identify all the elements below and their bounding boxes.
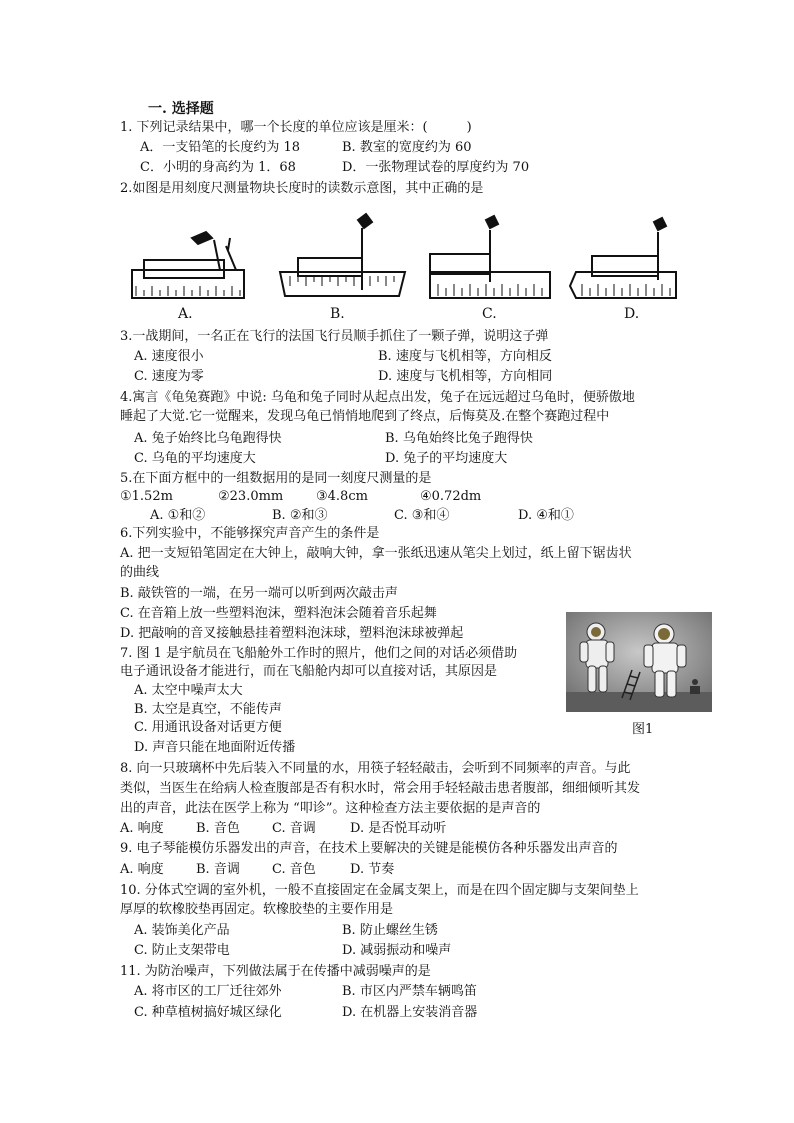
q8-option-d: D. 是否悦耳动听 — [350, 821, 447, 836]
q11-stem: 11. 为防治噪声，下列做法属于在传播中减弱噪声的是 — [120, 964, 431, 979]
q4-option-b: B. 乌龟始终比兔子跑得快 — [385, 431, 533, 446]
q3-option-c: C. 速度为零 — [134, 369, 204, 384]
ruler-a — [132, 232, 244, 298]
q8-stem-line2: 类似，当医生在给病人检查腹部是否有积水时，常会用手轻轻敲击患者腹部，细细倾听其发 — [120, 781, 641, 796]
q9-option-d: D. 节奏 — [350, 862, 395, 877]
q10-option-d: D. 减弱振动和噪声 — [342, 943, 452, 958]
q6-option-c: C. 在音箱上放一些塑料泡沫，塑料泡沫会随着音乐起舞 — [120, 606, 437, 621]
q7-option-b: B. 太空是真空，不能传声 — [134, 702, 282, 717]
q8-stem-line3: 出的声音，此法在医学上称为 “叩诊”。这种检查方法主要依据的是声音的 — [120, 801, 541, 816]
q5-option-b: B. ②和③ — [272, 508, 328, 523]
q5-data-1: ①1.52m — [120, 489, 173, 504]
q5-option-d: D. ④和① — [518, 508, 574, 523]
ruler-c — [430, 216, 550, 298]
q10-stem-line1: 10. 分体式空调的室外机，一般不直接固定在金属支架上，而是在四个固定脚与支架间垫上 — [120, 883, 639, 898]
q1-stem: 1. 下列记录结果中，哪一个长度的单位应该是厘米：( ) — [120, 120, 472, 135]
q10-stem-line2: 厚厚的软橡胶垫再固定。软橡胶垫的主要作用是 — [120, 902, 394, 917]
astronaut-photo — [566, 612, 712, 712]
q7-stem-line2: 电子通讯设备才能进行，而在飞船舱内却可以直接对话，其原因是 — [120, 664, 498, 679]
q6-option-a-line1: A. 把一支短铅笔固定在大钟上，敲响大钟，拿一张纸迅速从笔尖上划过，纸上留下锯齿状 — [120, 546, 632, 561]
q3-stem: 3.一战期间，一名正在飞行的法国飞行员顺手抓住了一颗子弹，说明这子弹 — [120, 329, 549, 344]
astronaut-illustration — [566, 612, 712, 712]
q5-data-4: ④0.72dm — [420, 489, 482, 504]
q5-option-c: C. ③和④ — [394, 508, 450, 523]
q1-option-a: A．一支铅笔的长度约为 18 — [140, 140, 301, 155]
q10-option-b: B. 防止螺丝生锈 — [342, 923, 438, 938]
q11-option-d: D. 在机器上安装消音器 — [342, 1005, 478, 1020]
q7-option-c: C. 用通讯设备对话更方便 — [134, 720, 282, 735]
q5-data-3: ③4.8cm — [316, 489, 368, 504]
q7-option-d: D. 声音只能在地面附近传播 — [134, 740, 296, 755]
q6-stem: 6.下列实验中，不能够探究声音产生的条件是 — [120, 526, 380, 541]
q5-option-a: A. ①和② — [150, 508, 206, 523]
q4-stem-line1: 4.寓言《龟兔赛跑》中说: 乌龟和兔子同时从起点出发，兔子在远远超过乌龟时，便骄傲地 — [120, 390, 635, 405]
q6-option-b: B. 敲铁管的一端，在另一端可以听到两次敲击声 — [120, 586, 398, 601]
ruler-label-c: C. — [482, 306, 497, 322]
q9-stem: 9. 电子琴能模仿乐器发出的声音，在技术上要解决的关键是能模仿各种乐器发出声音的 — [120, 841, 618, 856]
q6-option-d: D. 把敲响的音叉接触悬挂着塑料泡沫球，塑料泡沫球被弹起 — [120, 626, 464, 641]
q4-option-a: A. 兔子始终比乌龟跑得快 — [134, 431, 282, 446]
q9-option-b: B. 音调 — [196, 862, 240, 877]
ruler-d — [570, 218, 676, 298]
q2-stem: 2.如图是用刻度尺测量物块长度时的读数示意图，其中正确的是 — [120, 181, 484, 196]
q9-option-a: A. 响度 — [120, 862, 164, 877]
q5-data-2: ②23.0mm — [218, 489, 284, 504]
q11-option-a: A. 将市区的工厂迁往郊外 — [134, 984, 282, 999]
q10-option-c: C. 防止支架带电 — [134, 943, 230, 958]
q8-option-a: A. 响度 — [120, 821, 164, 836]
figure-caption: 图1 — [632, 722, 654, 737]
q8-stem-line1: 8. 向一只玻璃杯中先后装入不同量的水，用筷子轻轻敲击，会听到不同频率的声音。与此 — [120, 761, 631, 776]
q8-option-b: B. 音色 — [196, 821, 240, 836]
q1-option-c: C．小明的身高约为 1．68 — [140, 160, 296, 175]
q3-option-d: D. 速度与飞机相等，方向相同 — [378, 369, 553, 384]
q8-option-c: C. 音调 — [272, 821, 316, 836]
q1-option-d: D．一张物理试卷的厚度约为 70 — [342, 160, 530, 175]
q3-option-a: A. 速度很小 — [134, 349, 204, 364]
q4-option-c: C. 乌龟的平均速度大 — [134, 451, 256, 466]
ruler-label-a: A. — [178, 306, 193, 322]
ruler-label-b: B. — [330, 306, 345, 322]
q11-option-c: C. 种草植树搞好城区绿化 — [134, 1005, 282, 1020]
ruler-label-d: D. — [624, 306, 640, 322]
q4-stem-line2: 睡起了大觉.它一觉醒来，发现乌龟已悄悄地爬到了终点，后悔莫及.在整个赛跑过程中 — [120, 409, 610, 424]
ruler-diagram — [130, 210, 680, 325]
q5-stem: 5.在下面方框中的一组数据用的是同一刻度尺测量的是 — [120, 471, 432, 486]
q3-option-b: B. 速度与飞机相等，方向相反 — [378, 349, 552, 364]
section-title: 一. 选择题 — [148, 101, 214, 117]
q6-option-a-line2: 的曲线 — [120, 565, 160, 580]
q9-option-c: C. 音色 — [272, 862, 316, 877]
q11-option-b: B. 市区内严禁车辆鸣笛 — [342, 984, 477, 999]
q7-stem-line1: 7. 图 1 是宇航员在飞船舱外工作时的照片，他们之间的对话必须借助 — [120, 646, 518, 661]
q4-option-d: D. 兔子的平均速度大 — [385, 451, 508, 466]
q10-option-a: A. 装饰美化产品 — [134, 923, 230, 938]
q1-option-b: B. 教室的宽度约为 60 — [342, 140, 472, 155]
q7-option-a: A. 太空中噪声太大 — [134, 683, 243, 698]
